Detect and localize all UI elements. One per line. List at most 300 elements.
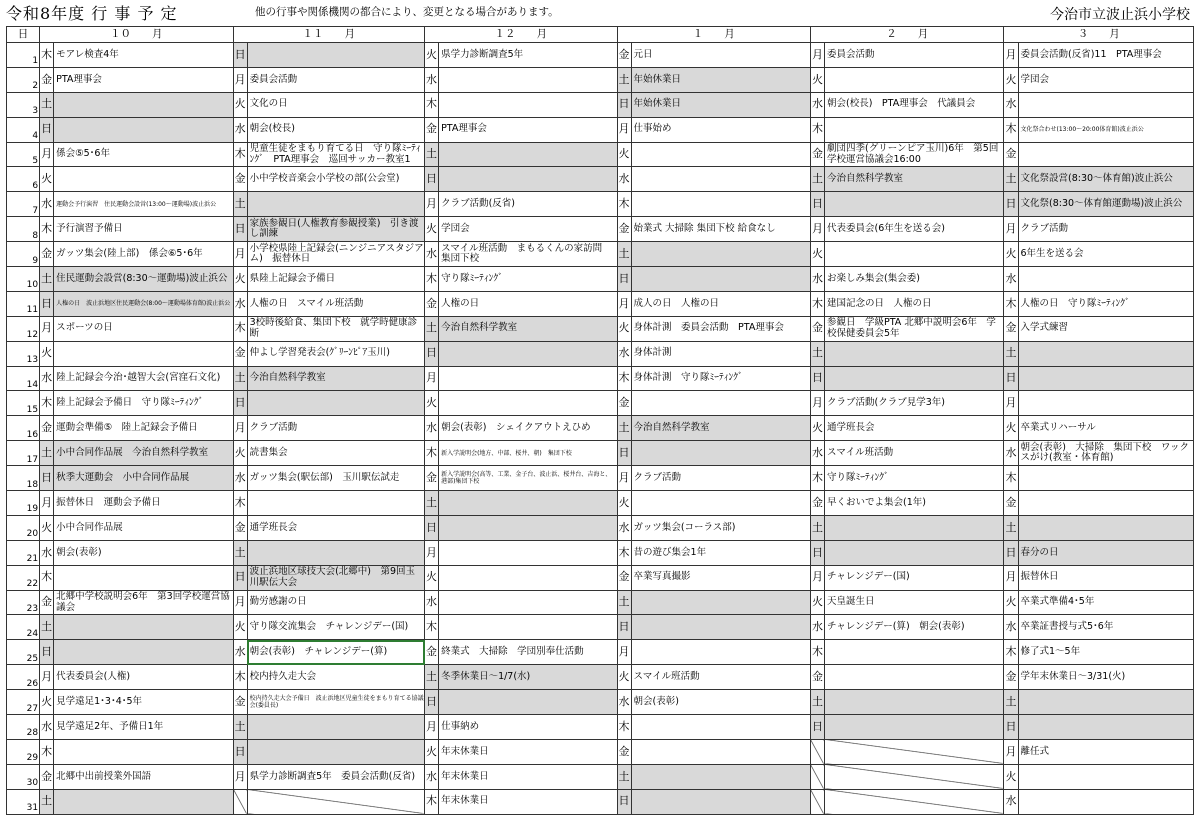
weekday-cell[interactable]: 土 bbox=[40, 92, 54, 117]
weekday-cell[interactable]: 火 bbox=[617, 491, 631, 516]
weekday-cell[interactable]: 土 bbox=[425, 491, 439, 516]
weekday-cell[interactable]: 月 bbox=[40, 142, 54, 167]
weekday-cell[interactable]: 水 bbox=[233, 466, 247, 491]
weekday-cell[interactable]: 水 bbox=[1004, 441, 1018, 466]
event-cell[interactable]: 県学力診断調査5年 委員会活動(反省) bbox=[247, 764, 424, 789]
event-cell[interactable]: 文化祭(8:30～体育館運動場)波止浜公 bbox=[1018, 192, 1194, 217]
weekday-cell[interactable]: 火 bbox=[425, 565, 439, 590]
event-cell[interactable]: 年末休業日 bbox=[439, 739, 617, 764]
weekday-cell[interactable]: 日 bbox=[425, 167, 439, 192]
event-cell[interactable] bbox=[439, 540, 617, 565]
weekday-cell[interactable]: 金 bbox=[617, 391, 631, 416]
event-cell[interactable] bbox=[439, 515, 617, 540]
event-cell[interactable] bbox=[439, 690, 617, 715]
weekday-cell[interactable]: 金 bbox=[233, 167, 247, 192]
weekday-cell[interactable]: 月 bbox=[233, 242, 247, 267]
event-cell[interactable]: 新入学説明会(高等、工業、金子台、波止浜、桜井台、吉海と、港部)集団下校 bbox=[439, 466, 617, 491]
weekday-cell[interactable]: 金 bbox=[1004, 491, 1018, 516]
event-cell[interactable]: 見学遠足2年、予備日1年 bbox=[54, 715, 233, 740]
event-cell[interactable]: 委員会活動(反省)11 PTA理事会 bbox=[1018, 43, 1194, 68]
event-cell[interactable]: PTA理事会 bbox=[439, 117, 617, 142]
event-cell[interactable]: 卒業式準備4･5年 bbox=[1018, 590, 1194, 615]
weekday-cell[interactable]: 金 bbox=[425, 640, 439, 665]
event-cell[interactable] bbox=[54, 615, 233, 640]
weekday-cell[interactable]: 金 bbox=[425, 466, 439, 491]
weekday-cell[interactable]: 火 bbox=[810, 67, 824, 92]
weekday-cell[interactable]: 火 bbox=[810, 242, 824, 267]
event-cell[interactable]: ガッツ集会(コーラス部) bbox=[631, 515, 810, 540]
event-cell[interactable] bbox=[631, 491, 810, 516]
event-cell[interactable]: 成人の日 人権の日 bbox=[631, 291, 810, 316]
event-cell[interactable] bbox=[631, 192, 810, 217]
weekday-cell[interactable]: 水 bbox=[617, 167, 631, 192]
event-cell[interactable] bbox=[631, 715, 810, 740]
weekday-cell[interactable]: 水 bbox=[617, 690, 631, 715]
empty-day-cell[interactable] bbox=[233, 789, 247, 814]
event-cell[interactable]: 文化祭合わせ(13:00～20:00体育館)波止浜公 bbox=[1018, 117, 1194, 142]
weekday-cell[interactable]: 金 bbox=[40, 242, 54, 267]
weekday-cell[interactable]: 日 bbox=[425, 341, 439, 366]
event-cell[interactable] bbox=[247, 715, 424, 740]
weekday-cell[interactable]: 水 bbox=[40, 192, 54, 217]
event-cell[interactable] bbox=[54, 739, 233, 764]
event-cell[interactable]: 離任式 bbox=[1018, 739, 1194, 764]
weekday-cell[interactable]: 日 bbox=[1004, 540, 1018, 565]
event-cell[interactable]: 学年末休業日～3/31(火) bbox=[1018, 665, 1194, 690]
event-cell[interactable]: 代表委員会(6年生を送る会) bbox=[825, 217, 1004, 242]
event-cell[interactable]: 卒業式リハーサル bbox=[1018, 416, 1194, 441]
event-cell[interactable]: 新入学説明会(地方、中部、桜井、朝) 集団下校 bbox=[439, 441, 617, 466]
event-cell[interactable]: 朝会(表彰) bbox=[631, 690, 810, 715]
event-cell[interactable]: 早くおいでよ集会(1年) bbox=[825, 491, 1004, 516]
weekday-cell[interactable]: 月 bbox=[233, 416, 247, 441]
event-cell[interactable]: 振替休日 運動会予備日 bbox=[54, 491, 233, 516]
weekday-cell[interactable]: 月 bbox=[233, 764, 247, 789]
event-cell[interactable] bbox=[1018, 466, 1194, 491]
event-cell[interactable] bbox=[54, 789, 233, 814]
weekday-cell[interactable]: 水 bbox=[233, 291, 247, 316]
event-cell[interactable] bbox=[1018, 789, 1194, 814]
event-cell[interactable]: 天皇誕生日 bbox=[825, 590, 1004, 615]
event-cell[interactable]: 6年生を送る会 bbox=[1018, 242, 1194, 267]
weekday-cell[interactable]: 金 bbox=[1004, 665, 1018, 690]
event-cell[interactable]: お楽しみ集会(集会委) bbox=[825, 267, 1004, 292]
weekday-cell[interactable]: 日 bbox=[425, 690, 439, 715]
weekday-cell[interactable]: 水 bbox=[425, 764, 439, 789]
event-cell[interactable] bbox=[825, 366, 1004, 391]
weekday-cell[interactable]: 金 bbox=[40, 67, 54, 92]
weekday-cell[interactable]: 木 bbox=[233, 142, 247, 167]
event-cell[interactable]: 建国記念の日 人権の日 bbox=[825, 291, 1004, 316]
event-cell[interactable] bbox=[631, 441, 810, 466]
weekday-cell[interactable]: 水 bbox=[425, 242, 439, 267]
weekday-cell[interactable]: 金 bbox=[40, 416, 54, 441]
event-cell[interactable]: 児童生徒をまもり育てる日 守り隊ﾐｰﾃｨﾝｸﾞ PTA理事会 巡回サッカー教室1 bbox=[247, 142, 424, 167]
weekday-cell[interactable]: 水 bbox=[1004, 615, 1018, 640]
weekday-cell[interactable]: 火 bbox=[425, 217, 439, 242]
weekday-cell[interactable]: 月 bbox=[40, 491, 54, 516]
event-cell[interactable] bbox=[631, 590, 810, 615]
event-cell[interactable]: 学団会 bbox=[1018, 67, 1194, 92]
weekday-cell[interactable]: 日 bbox=[233, 391, 247, 416]
event-cell[interactable] bbox=[1018, 366, 1194, 391]
event-cell[interactable]: 秋季大運動会 小中合同作品展 bbox=[54, 466, 233, 491]
weekday-cell[interactable]: 日 bbox=[1004, 715, 1018, 740]
weekday-cell[interactable]: 木 bbox=[40, 217, 54, 242]
event-cell[interactable] bbox=[1018, 142, 1194, 167]
weekday-cell[interactable]: 土 bbox=[617, 764, 631, 789]
weekday-cell[interactable]: 土 bbox=[233, 366, 247, 391]
weekday-cell[interactable]: 金 bbox=[617, 739, 631, 764]
event-cell[interactable]: ガッツ集会(駅伝部) 玉川駅伝試走 bbox=[247, 466, 424, 491]
weekday-cell[interactable]: 金 bbox=[810, 316, 824, 341]
weekday-cell[interactable]: 土 bbox=[1004, 690, 1018, 715]
event-cell[interactable]: 守り隊ﾐｰﾃｨﾝｸﾞ bbox=[825, 466, 1004, 491]
weekday-cell[interactable]: 日 bbox=[617, 441, 631, 466]
event-cell[interactable] bbox=[825, 715, 1004, 740]
event-cell[interactable] bbox=[825, 242, 1004, 267]
event-cell[interactable]: ガッツ集会(陸上部) 係会⑥5･6年 bbox=[54, 242, 233, 267]
event-cell[interactable]: 今治自然科学教室 bbox=[247, 366, 424, 391]
event-cell[interactable] bbox=[1018, 715, 1194, 740]
event-cell[interactable] bbox=[54, 640, 233, 665]
weekday-cell[interactable]: 金 bbox=[425, 291, 439, 316]
weekday-cell[interactable]: 水 bbox=[425, 416, 439, 441]
weekday-cell[interactable]: 金 bbox=[233, 341, 247, 366]
weekday-cell[interactable]: 月 bbox=[617, 117, 631, 142]
event-cell[interactable]: 校内持久走大会 bbox=[247, 665, 424, 690]
event-cell[interactable] bbox=[1018, 341, 1194, 366]
empty-day-cell[interactable] bbox=[810, 789, 824, 814]
event-cell[interactable] bbox=[439, 142, 617, 167]
weekday-cell[interactable]: 月 bbox=[425, 192, 439, 217]
weekday-cell[interactable]: 木 bbox=[425, 615, 439, 640]
event-cell[interactable]: 県陸上記録会予備日 bbox=[247, 267, 424, 292]
event-cell[interactable]: 係会⑤5･6年 bbox=[54, 142, 233, 167]
weekday-cell[interactable]: 水 bbox=[233, 117, 247, 142]
weekday-cell[interactable]: 土 bbox=[1004, 167, 1018, 192]
weekday-cell[interactable]: 月 bbox=[40, 316, 54, 341]
weekday-cell[interactable]: 日 bbox=[40, 466, 54, 491]
weekday-cell[interactable]: 土 bbox=[40, 615, 54, 640]
weekday-cell[interactable]: 日 bbox=[233, 217, 247, 242]
event-cell[interactable] bbox=[247, 491, 424, 516]
weekday-cell[interactable]: 水 bbox=[617, 341, 631, 366]
weekday-cell[interactable]: 日 bbox=[233, 739, 247, 764]
event-cell[interactable]: 文化祭設営(8:30～体育館)波止浜公 bbox=[1018, 167, 1194, 192]
event-cell[interactable] bbox=[631, 142, 810, 167]
weekday-cell[interactable]: 日 bbox=[617, 615, 631, 640]
weekday-cell[interactable]: 火 bbox=[1004, 764, 1018, 789]
weekday-cell[interactable]: 木 bbox=[425, 92, 439, 117]
event-cell[interactable]: 昔の遊び集会1年 bbox=[631, 540, 810, 565]
event-cell[interactable]: 委員会活動 bbox=[825, 43, 1004, 68]
event-cell[interactable]: 県学力診断調査5年 bbox=[439, 43, 617, 68]
event-cell[interactable]: 北郷中学校説明会6年 第3回学校運営協議会 bbox=[54, 590, 233, 615]
event-cell[interactable] bbox=[825, 690, 1004, 715]
weekday-cell[interactable]: 日 bbox=[617, 789, 631, 814]
event-cell[interactable] bbox=[439, 391, 617, 416]
weekday-cell[interactable]: 日 bbox=[233, 565, 247, 590]
event-cell[interactable] bbox=[1018, 391, 1194, 416]
weekday-cell[interactable]: 火 bbox=[233, 441, 247, 466]
weekday-cell[interactable]: 木 bbox=[810, 466, 824, 491]
event-cell[interactable] bbox=[631, 391, 810, 416]
event-cell[interactable]: 身体計測 守り隊ﾐｰﾃｨﾝｸﾞ bbox=[631, 366, 810, 391]
weekday-cell[interactable]: 月 bbox=[425, 715, 439, 740]
event-cell[interactable]: 運動会予行演習 住民運動会設営(13:00～運動場)波止浜公 bbox=[54, 192, 233, 217]
event-cell[interactable]: 通学班長会 bbox=[825, 416, 1004, 441]
weekday-cell[interactable]: 月 bbox=[810, 565, 824, 590]
event-cell[interactable]: 人権の日 スマイル班活動 bbox=[247, 291, 424, 316]
weekday-cell[interactable]: 土 bbox=[233, 715, 247, 740]
event-cell[interactable] bbox=[54, 565, 233, 590]
event-cell[interactable]: スマイル班活動 まもるくんの家訪問 集団下校 bbox=[439, 242, 617, 267]
weekday-cell[interactable]: 月 bbox=[617, 640, 631, 665]
event-cell[interactable] bbox=[1018, 764, 1194, 789]
event-cell[interactable] bbox=[825, 67, 1004, 92]
empty-event-cell[interactable] bbox=[825, 764, 1004, 789]
weekday-cell[interactable]: 木 bbox=[810, 291, 824, 316]
event-cell[interactable]: 朝会(表彰) シェイクアウトえひめ bbox=[439, 416, 617, 441]
weekday-cell[interactable]: 木 bbox=[40, 43, 54, 68]
event-cell[interactable] bbox=[439, 590, 617, 615]
weekday-cell[interactable]: 日 bbox=[810, 715, 824, 740]
weekday-cell[interactable]: 金 bbox=[617, 217, 631, 242]
weekday-cell[interactable]: 土 bbox=[233, 192, 247, 217]
weekday-cell[interactable]: 火 bbox=[233, 92, 247, 117]
event-cell[interactable] bbox=[631, 789, 810, 814]
event-cell[interactable] bbox=[439, 615, 617, 640]
weekday-cell[interactable]: 火 bbox=[40, 515, 54, 540]
event-cell[interactable]: クラブ活動(クラブ見学3年) bbox=[825, 391, 1004, 416]
weekday-cell[interactable]: 水 bbox=[810, 615, 824, 640]
weekday-cell[interactable]: 木 bbox=[1004, 640, 1018, 665]
event-cell[interactable]: 人権の日 波止浜地区住民運動会(8:00～運動場体育館)波止浜公 bbox=[54, 291, 233, 316]
weekday-cell[interactable]: 日 bbox=[40, 117, 54, 142]
weekday-cell[interactable]: 金 bbox=[617, 43, 631, 68]
event-cell[interactable] bbox=[54, 167, 233, 192]
weekday-cell[interactable]: 木 bbox=[617, 715, 631, 740]
weekday-cell[interactable]: 月 bbox=[1004, 565, 1018, 590]
event-cell[interactable]: チャレンジデー(算) 朝会(表彰) bbox=[825, 615, 1004, 640]
weekday-cell[interactable]: 火 bbox=[425, 43, 439, 68]
weekday-cell[interactable]: 木 bbox=[1004, 291, 1018, 316]
weekday-cell[interactable]: 木 bbox=[40, 739, 54, 764]
event-cell[interactable]: 仕事始め bbox=[631, 117, 810, 142]
event-cell[interactable] bbox=[825, 341, 1004, 366]
event-cell[interactable] bbox=[1018, 491, 1194, 516]
event-cell[interactable] bbox=[631, 764, 810, 789]
weekday-cell[interactable]: 土 bbox=[425, 316, 439, 341]
event-cell[interactable]: 元日 bbox=[631, 43, 810, 68]
event-cell[interactable] bbox=[247, 540, 424, 565]
event-cell[interactable] bbox=[631, 167, 810, 192]
weekday-cell[interactable]: 月 bbox=[40, 665, 54, 690]
event-cell[interactable]: 身体計測 委員会活動 PTA理事会 bbox=[631, 316, 810, 341]
weekday-cell[interactable]: 木 bbox=[1004, 117, 1018, 142]
event-cell[interactable] bbox=[631, 267, 810, 292]
weekday-cell[interactable]: 金 bbox=[810, 665, 824, 690]
event-cell[interactable]: 今治自然科学教室 bbox=[439, 316, 617, 341]
weekday-cell[interactable]: 木 bbox=[425, 267, 439, 292]
weekday-cell[interactable]: 土 bbox=[40, 789, 54, 814]
weekday-cell[interactable]: 土 bbox=[40, 267, 54, 292]
weekday-cell[interactable]: 水 bbox=[40, 366, 54, 391]
weekday-cell[interactable]: 火 bbox=[1004, 67, 1018, 92]
event-cell[interactable] bbox=[825, 665, 1004, 690]
event-cell[interactable]: 春分の日 bbox=[1018, 540, 1194, 565]
weekday-cell[interactable]: 日 bbox=[233, 43, 247, 68]
weekday-cell[interactable]: 日 bbox=[810, 366, 824, 391]
event-cell[interactable]: 通学班長会 bbox=[247, 515, 424, 540]
weekday-cell[interactable]: 土 bbox=[617, 242, 631, 267]
weekday-cell[interactable]: 月 bbox=[425, 366, 439, 391]
event-cell[interactable]: 学団会 bbox=[439, 217, 617, 242]
weekday-cell[interactable]: 火 bbox=[425, 739, 439, 764]
event-cell[interactable] bbox=[825, 192, 1004, 217]
event-cell[interactable] bbox=[54, 92, 233, 117]
event-cell[interactable] bbox=[825, 540, 1004, 565]
weekday-cell[interactable]: 水 bbox=[425, 590, 439, 615]
weekday-cell[interactable]: 水 bbox=[810, 441, 824, 466]
weekday-cell[interactable]: 月 bbox=[1004, 739, 1018, 764]
weekday-cell[interactable]: 土 bbox=[810, 690, 824, 715]
weekday-cell[interactable]: 木 bbox=[617, 192, 631, 217]
weekday-cell[interactable]: 月 bbox=[810, 43, 824, 68]
weekday-cell[interactable]: 木 bbox=[233, 491, 247, 516]
weekday-cell[interactable]: 金 bbox=[1004, 316, 1018, 341]
event-cell[interactable] bbox=[439, 167, 617, 192]
weekday-cell[interactable]: 火 bbox=[810, 416, 824, 441]
weekday-cell[interactable]: 水 bbox=[233, 640, 247, 665]
weekday-cell[interactable]: 火 bbox=[233, 267, 247, 292]
event-cell[interactable] bbox=[631, 640, 810, 665]
weekday-cell[interactable]: 水 bbox=[1004, 92, 1018, 117]
event-cell[interactable]: 年末休業日 bbox=[439, 764, 617, 789]
weekday-cell[interactable]: 土 bbox=[425, 142, 439, 167]
weekday-cell[interactable]: 木 bbox=[1004, 466, 1018, 491]
weekday-cell[interactable]: 木 bbox=[233, 316, 247, 341]
event-cell[interactable]: 身体計測 bbox=[631, 341, 810, 366]
weekday-cell[interactable]: 木 bbox=[617, 540, 631, 565]
weekday-cell[interactable]: 火 bbox=[617, 665, 631, 690]
weekday-cell[interactable]: 月 bbox=[1004, 43, 1018, 68]
event-cell[interactable]: PTA理事会 bbox=[54, 67, 233, 92]
event-cell[interactable]: 朝会(校長) bbox=[247, 117, 424, 142]
event-cell[interactable]: 年始休業日 bbox=[631, 67, 810, 92]
weekday-cell[interactable]: 木 bbox=[425, 789, 439, 814]
weekday-cell[interactable]: 土 bbox=[810, 515, 824, 540]
event-cell[interactable] bbox=[631, 739, 810, 764]
weekday-cell[interactable]: 水 bbox=[40, 715, 54, 740]
event-cell[interactable]: 校内持久走大会予備日 波止浜地区児童生徒をまもり育てる協議会(委員長) bbox=[247, 690, 424, 715]
event-cell[interactable] bbox=[1018, 267, 1194, 292]
weekday-cell[interactable]: 水 bbox=[810, 267, 824, 292]
event-cell[interactable]: 小学校県陸上記録会(ニンジニアスタジアム) 振替休日 bbox=[247, 242, 424, 267]
weekday-cell[interactable]: 水 bbox=[40, 540, 54, 565]
weekday-cell[interactable]: 土 bbox=[617, 67, 631, 92]
weekday-cell[interactable]: 金 bbox=[40, 590, 54, 615]
weekday-cell[interactable]: 月 bbox=[810, 217, 824, 242]
event-cell[interactable]: 朝会(表彰) チャレンジデー(算) bbox=[247, 640, 424, 665]
event-cell[interactable]: 朝会(表彰) 大掃除 集団下校 ワックスがけ(教室・体育館) bbox=[1018, 441, 1194, 466]
event-cell[interactable]: クラブ活動 bbox=[247, 416, 424, 441]
weekday-cell[interactable]: 月 bbox=[425, 540, 439, 565]
event-cell[interactable]: 運動会準備⑤ 陸上記録会予備日 bbox=[54, 416, 233, 441]
event-cell[interactable]: 劇団四季(グリーンピア玉川)6年 第5回学校運営協議会16:00 bbox=[825, 142, 1004, 167]
event-cell[interactable] bbox=[247, 192, 424, 217]
event-cell[interactable]: 委員会活動 bbox=[247, 67, 424, 92]
weekday-cell[interactable]: 火 bbox=[40, 167, 54, 192]
weekday-cell[interactable]: 火 bbox=[40, 690, 54, 715]
event-cell[interactable]: 読書集会 bbox=[247, 441, 424, 466]
event-cell[interactable]: クラブ活動 bbox=[631, 466, 810, 491]
event-cell[interactable]: 守り隊ﾐｰﾃｨﾝｸﾞ bbox=[439, 267, 617, 292]
event-cell[interactable] bbox=[631, 615, 810, 640]
weekday-cell[interactable]: 日 bbox=[40, 291, 54, 316]
weekday-cell[interactable]: 火 bbox=[1004, 416, 1018, 441]
event-cell[interactable]: 陸上記録会予備日 守り隊ﾐｰﾃｨﾝｸﾞ bbox=[54, 391, 233, 416]
event-cell[interactable] bbox=[439, 491, 617, 516]
event-cell[interactable]: 3校時後給食、集団下校 就学時健康診断 bbox=[247, 316, 424, 341]
event-cell[interactable]: スマイル班活動 bbox=[631, 665, 810, 690]
event-cell[interactable] bbox=[247, 391, 424, 416]
weekday-cell[interactable]: 日 bbox=[617, 267, 631, 292]
weekday-cell[interactable]: 日 bbox=[617, 92, 631, 117]
weekday-cell[interactable]: 日 bbox=[1004, 366, 1018, 391]
weekday-cell[interactable]: 日 bbox=[1004, 192, 1018, 217]
event-cell[interactable] bbox=[247, 739, 424, 764]
weekday-cell[interactable]: 金 bbox=[233, 515, 247, 540]
weekday-cell[interactable]: 水 bbox=[810, 92, 824, 117]
weekday-cell[interactable]: 金 bbox=[1004, 142, 1018, 167]
empty-event-cell[interactable] bbox=[825, 739, 1004, 764]
weekday-cell[interactable]: 土 bbox=[1004, 515, 1018, 540]
event-cell[interactable] bbox=[631, 242, 810, 267]
weekday-cell[interactable]: 日 bbox=[40, 640, 54, 665]
event-cell[interactable]: 波止浜地区球技大会(北郷中) 第9回玉川駅伝大会 bbox=[247, 565, 424, 590]
weekday-cell[interactable]: 水 bbox=[1004, 267, 1018, 292]
event-cell[interactable]: 人権の日 守り隊ﾐｰﾃｨﾝｸﾞ bbox=[1018, 291, 1194, 316]
weekday-cell[interactable]: 木 bbox=[233, 665, 247, 690]
event-cell[interactable]: 入学式練習 bbox=[1018, 316, 1194, 341]
event-cell[interactable]: 文化の日 bbox=[247, 92, 424, 117]
weekday-cell[interactable]: 金 bbox=[40, 764, 54, 789]
event-cell[interactable]: 北郷中出前授業外国語 bbox=[54, 764, 233, 789]
empty-event-cell[interactable] bbox=[247, 789, 424, 814]
weekday-cell[interactable]: 月 bbox=[1004, 391, 1018, 416]
weekday-cell[interactable]: 木 bbox=[810, 640, 824, 665]
event-cell[interactable] bbox=[54, 117, 233, 142]
weekday-cell[interactable]: 月 bbox=[617, 291, 631, 316]
weekday-cell[interactable]: 土 bbox=[425, 665, 439, 690]
weekday-cell[interactable]: 土 bbox=[810, 167, 824, 192]
event-cell[interactable] bbox=[247, 43, 424, 68]
event-cell[interactable]: 守り隊交流集会 チャレンジデー(国) bbox=[247, 615, 424, 640]
weekday-cell[interactable]: 土 bbox=[40, 441, 54, 466]
event-cell[interactable] bbox=[439, 341, 617, 366]
weekday-cell[interactable]: 火 bbox=[233, 615, 247, 640]
event-cell[interactable]: 仲よし学習発表会(ｸﾞﾘｰﾝﾋﾟｱ玉川) bbox=[247, 341, 424, 366]
weekday-cell[interactable]: 火 bbox=[810, 590, 824, 615]
weekday-cell[interactable]: 木 bbox=[617, 366, 631, 391]
event-cell[interactable] bbox=[825, 640, 1004, 665]
event-cell[interactable] bbox=[825, 117, 1004, 142]
weekday-cell[interactable]: 水 bbox=[425, 67, 439, 92]
event-cell[interactable]: 小中合同作品展 bbox=[54, 515, 233, 540]
event-cell[interactable]: 振替休日 bbox=[1018, 565, 1194, 590]
